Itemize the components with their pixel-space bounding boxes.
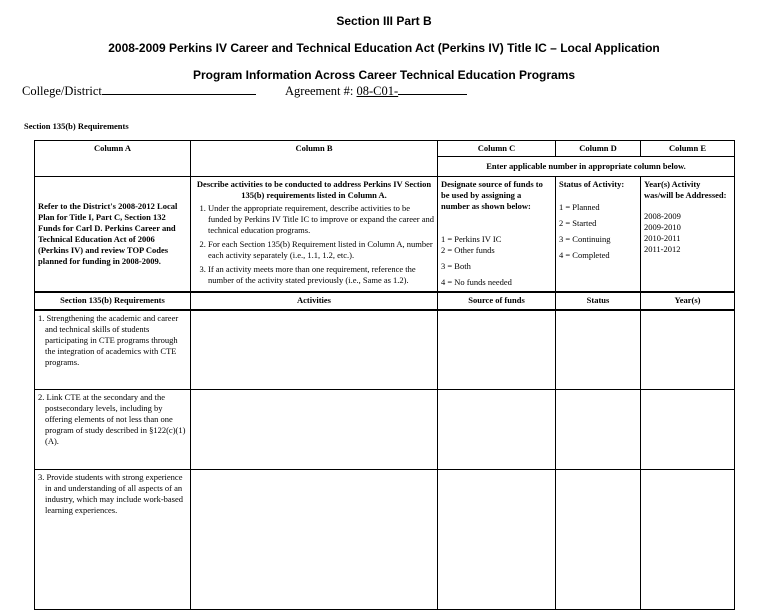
instruction-b-item: 2. For each Section 135(b) Requirement listed in Column A, number each activity separately (i.e., 1.1, 1.2, etc.). xyxy=(208,239,434,261)
instruction-b-title: Describe activities to be conducted to address Perkins IV Section 135(b) requirements listed in Column A. xyxy=(196,179,432,201)
header-years: Year(s) xyxy=(641,292,735,309)
fund-option: 2 = Other funds xyxy=(441,245,495,256)
year-option: 2009-2010 xyxy=(644,222,681,233)
requirement-1: 1. Strengthening the academic and career and technical skills of students participating in CTE programs through the integration of academics with CTE programs. xyxy=(35,310,191,390)
source-cell[interactable] xyxy=(438,310,556,390)
status-option: 4 = Completed xyxy=(559,250,610,261)
instruction-c xyxy=(438,177,556,293)
requirement-3: 3. Provide students with strong experience in and understanding of all aspects of an industry, which may include work-based learning experiences. xyxy=(35,470,191,610)
fund-option: 4 = No funds needed xyxy=(441,277,512,288)
status-option: 2 = Started xyxy=(559,218,597,229)
agreement-value: 08-C01- xyxy=(356,84,399,98)
activities-cell[interactable] xyxy=(191,390,438,470)
header-status: Status xyxy=(556,292,641,309)
source-cell[interactable] xyxy=(438,390,556,470)
source-cell[interactable] xyxy=(438,470,556,610)
college-label: College/District xyxy=(22,84,102,98)
requirements-table xyxy=(34,140,735,610)
document-title: 2008-2009 Perkins IV Career and Technical Education Act (Perkins IV) Title IC – Local Application xyxy=(108,41,660,55)
status-cell[interactable] xyxy=(556,470,641,610)
instruction-e xyxy=(641,177,735,293)
table-row xyxy=(35,310,735,390)
document-subtitle: Program Information Across Career Technical Education Programs xyxy=(192,68,576,82)
instruction-a: Refer to the District's 2008-2012 Local Plan for Title I, Part C, Section 132 Funds for Carl D. Perkins Career and Technical Education Act of 2006 (Perkins IV) and review TOP Codes planned for funding in 2008-2009. xyxy=(35,177,191,293)
years-cell[interactable] xyxy=(641,470,735,610)
years-cell[interactable] xyxy=(641,310,735,390)
header-activities: Activities xyxy=(191,292,438,309)
fund-option: 1 = Perkins IV IC xyxy=(441,234,502,245)
year-option: 2010-2011 xyxy=(644,233,681,244)
instruction-b xyxy=(191,177,438,293)
instruction-c-title: Designate source of funds to be used by assigning a number as shown below: xyxy=(441,179,543,212)
status-option: 1 = Planned xyxy=(559,202,600,213)
header-source: Source of funds xyxy=(438,292,556,309)
instruction-e-title: Year(s) Activity was/will be Addressed: xyxy=(644,179,727,201)
table-row xyxy=(35,470,735,610)
requirement-2: 2. Link CTE at the secondary and the postsecondary levels, including by offering elements of not less than one program of study described in §122(c)(1)(A). xyxy=(35,390,191,470)
year-option: 2011-2012 xyxy=(644,244,681,255)
column-e-header: Column E xyxy=(641,141,735,157)
status-option: 3 = Continuing xyxy=(559,234,611,245)
agreement-label: Agreement #: xyxy=(285,84,354,98)
column-d-header: Column D xyxy=(556,141,641,157)
column-a-header: Column A xyxy=(35,141,191,177)
section-label: Section 135(b) Requirements xyxy=(24,121,129,131)
activities-cell[interactable] xyxy=(191,310,438,390)
status-cell[interactable] xyxy=(556,390,641,470)
agreement-field[interactable] xyxy=(285,82,467,99)
activities-cell[interactable] xyxy=(191,470,438,610)
fund-option: 3 = Both xyxy=(441,261,471,272)
instruction-b-item: 3. If an activity meets more than one requirement, reference the number of the activity stated previously (i.e., Same as 1.2). xyxy=(208,264,434,286)
enter-note: Enter applicable number in appropriate column below. xyxy=(438,157,735,177)
column-c-header: Column C xyxy=(438,141,556,157)
section-heading: Section III Part B xyxy=(336,14,432,28)
header-requirements: Section 135(b) Requirements xyxy=(35,292,191,309)
years-cell[interactable] xyxy=(641,390,735,470)
column-b-header: Column B xyxy=(191,141,438,177)
year-option: 2008-2009 xyxy=(644,211,681,222)
table-row xyxy=(35,390,735,470)
instruction-b-item: 1. Under the appropriate requirement, describe activities to be funded by Perkins IV Title IC to improve or expand the career and technical education programs. xyxy=(208,203,434,236)
college-district-field[interactable] xyxy=(22,82,256,99)
instruction-d-title: Status of Activity: xyxy=(559,179,625,190)
instruction-d xyxy=(556,177,641,293)
status-cell[interactable] xyxy=(556,310,641,390)
